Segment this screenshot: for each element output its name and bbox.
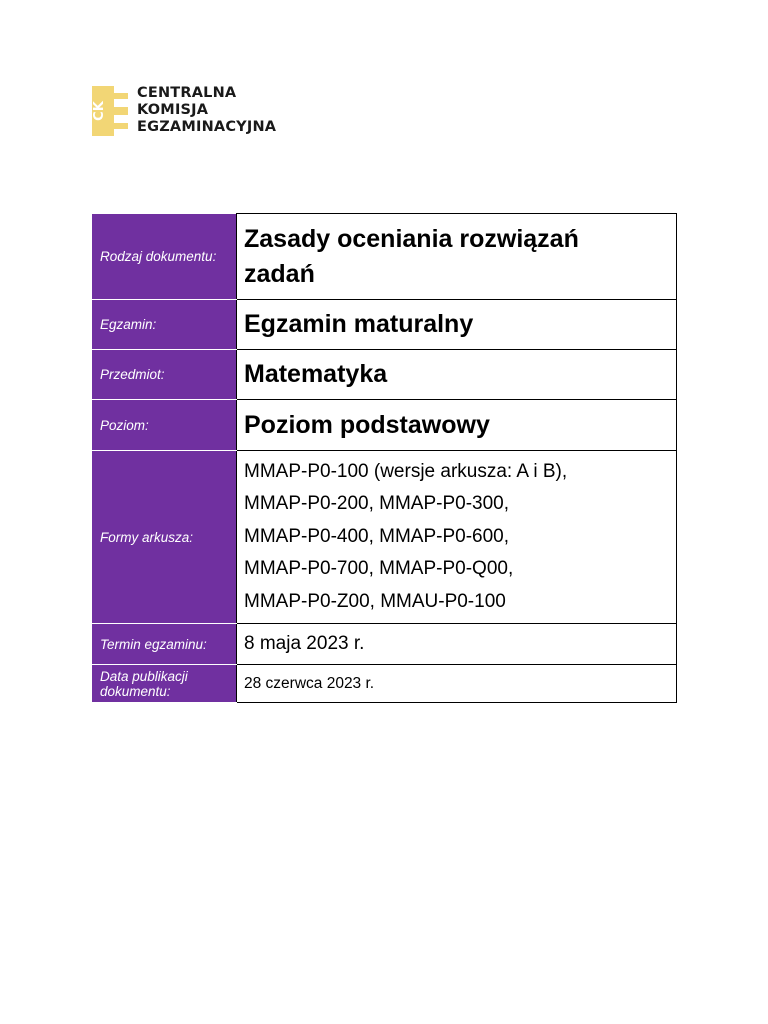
document-info-table [92, 213, 677, 703]
row-publication-date [92, 665, 677, 703]
sheet-forms-line-4: MMAP-P0-700, MMAP-P0-Q00, [244, 558, 514, 580]
label-document-type: Rodzaj dokumentu: [92, 214, 237, 300]
subject-name: Matematyka [244, 360, 388, 388]
row-exam-date [92, 624, 677, 665]
document-type-line-2: zadań [244, 259, 315, 288]
sheet-forms-line-5: MMAP-P0-Z00, MMAU-P0-100 [244, 590, 506, 612]
sheet-forms-line-3: MMAP-P0-400, MMAP-P0-600, [244, 525, 510, 547]
label-subject: Przedmiot: [92, 350, 237, 400]
cke-logo-text [137, 85, 276, 136]
value-exam [237, 300, 677, 350]
sheet-forms-line-2: MMAP-P0-200, MMAP-P0-300, [244, 493, 510, 515]
label-exam-date: Termin egzaminu: [92, 624, 237, 665]
row-level [92, 400, 677, 451]
svg-text:CK: CK [92, 101, 107, 121]
sheet-forms-line-1: MMAP-P0-100 (wersje arkusza: A i B), [244, 460, 568, 482]
value-sheet-forms [237, 451, 677, 624]
value-document-type [237, 214, 677, 300]
label-level: Poziom: [92, 400, 237, 451]
exam-name: Egzamin maturalny [244, 310, 474, 338]
value-subject [237, 350, 677, 400]
publication-date: 28 czerwca 2023 r. [244, 674, 375, 692]
publication-label-line-2: dokumentu: [100, 683, 171, 699]
row-document-type [92, 214, 677, 300]
logo-line-1: CENTRALNA [137, 85, 237, 101]
logo-line-2: KOMISJA [137, 102, 209, 118]
value-exam-date [237, 624, 677, 665]
level-name: Poziom podstawowy [244, 410, 490, 439]
row-exam [92, 300, 677, 350]
cke-emblem-icon [92, 86, 128, 136]
value-publication-date [237, 665, 677, 703]
row-subject [92, 350, 677, 400]
label-exam: Egzamin: [92, 300, 237, 350]
publication-label-line-1: Data publikacji [100, 668, 188, 684]
logo-line-3: EGZAMINACYJNA [137, 119, 277, 135]
cke-logo [92, 85, 276, 137]
exam-date: 8 maja 2023 r. [244, 632, 365, 654]
label-sheet-forms: Formy arkusza: [92, 451, 237, 624]
label-publication-date [92, 665, 237, 703]
cke-logo-mark [92, 86, 128, 136]
row-sheet-forms [92, 451, 677, 624]
document-type-line-1: Zasady oceniania rozwiązań [244, 224, 579, 253]
value-level [237, 400, 677, 451]
